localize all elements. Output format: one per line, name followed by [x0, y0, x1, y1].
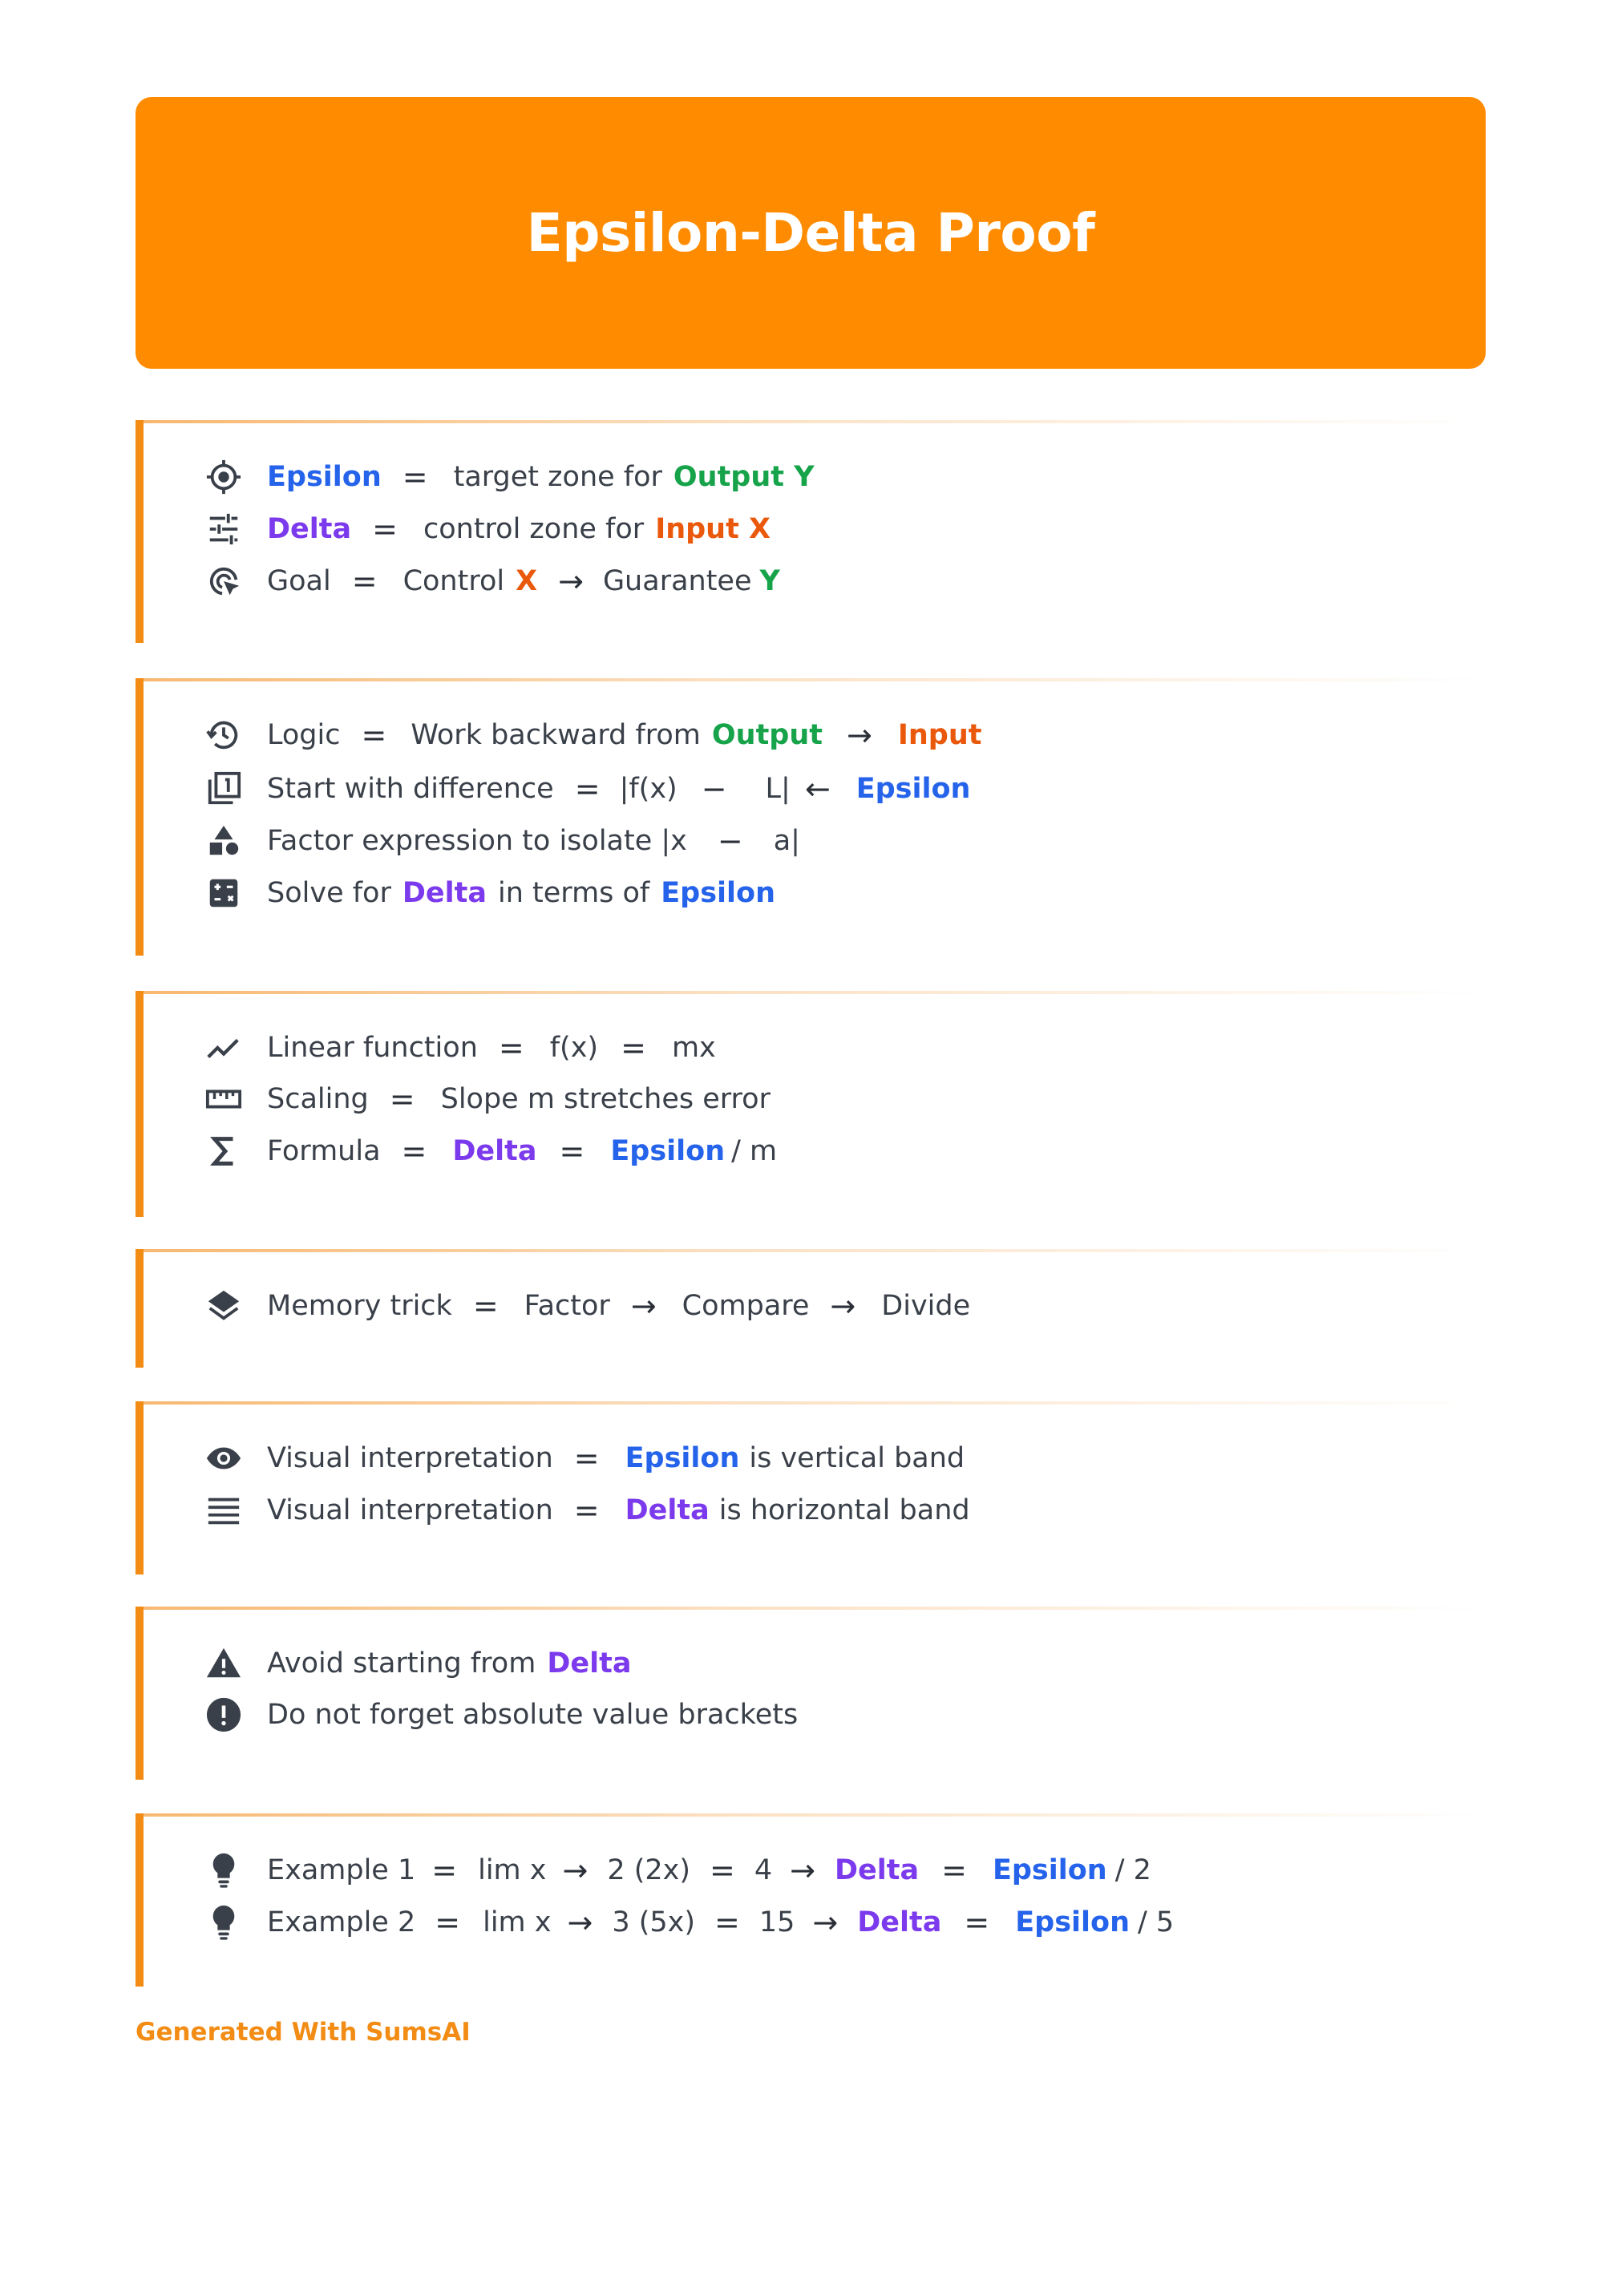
- lim-text: lim x: [483, 1906, 552, 1938]
- epsilon-label: Epsilon: [1015, 1906, 1130, 1938]
- arrow-right: →: [847, 718, 872, 753]
- equals-sign: =: [710, 1853, 735, 1888]
- equals-sign: =: [941, 1853, 967, 1888]
- list-item: [144, 819, 1486, 863]
- list-item: [144, 1900, 1486, 1945]
- memory-card: [136, 1249, 1486, 1368]
- factor-step: Factor: [524, 1290, 610, 1322]
- divisor-text: / 5: [1138, 1906, 1175, 1938]
- limit-value: 4: [754, 1854, 773, 1886]
- equals-sign: =: [964, 1905, 990, 1940]
- linear-function-text: Linear function: [267, 1032, 478, 1064]
- definitions-card: [136, 420, 1486, 643]
- equals-sign: =: [401, 1134, 427, 1169]
- equals-sign: =: [573, 1493, 600, 1528]
- method-card: [136, 678, 1486, 956]
- arrow-left: ←: [804, 771, 831, 806]
- control-text: Control: [402, 565, 505, 597]
- delta-label: Delta: [547, 1647, 632, 1680]
- list-item: [144, 1077, 1486, 1122]
- a-text: a|: [773, 825, 800, 857]
- term-delta: Delta: [267, 513, 352, 545]
- title-banner: [136, 97, 1486, 369]
- history-icon: [204, 715, 244, 755]
- arrow-right: →: [567, 1905, 593, 1940]
- list-item: [144, 1025, 1486, 1070]
- guarantee-text: Guarantee: [602, 565, 752, 597]
- arrow-right: →: [812, 1905, 839, 1940]
- ruler-icon: [204, 1079, 244, 1119]
- list-item: [144, 1692, 1486, 1737]
- factor-text: Factor expression to isolate |x: [267, 825, 687, 857]
- equals-sign: =: [573, 1441, 600, 1476]
- minus-sign: −: [717, 823, 743, 859]
- example-label: Example 2: [267, 1906, 416, 1938]
- scaling-text: Scaling: [267, 1083, 369, 1115]
- tune-sliders-icon: [204, 509, 244, 549]
- avoid-text: Avoid starting from: [267, 1647, 536, 1680]
- list-item: [144, 713, 1486, 758]
- expression-text: 3 (5x): [612, 1906, 696, 1938]
- equals-sign: =: [574, 771, 601, 806]
- list-item: [144, 1848, 1486, 1893]
- equals-sign: =: [714, 1905, 740, 1940]
- vertical-band-text: is vertical band: [749, 1442, 965, 1474]
- y-label: Y: [759, 565, 780, 597]
- list-item: [144, 871, 1486, 916]
- lines-icon: [204, 1490, 244, 1530]
- sigma-icon: [204, 1131, 244, 1171]
- list-item: [144, 1129, 1486, 1174]
- linear-card: [136, 991, 1486, 1217]
- arrow-right: →: [558, 564, 584, 599]
- warnings-card: [136, 1607, 1486, 1780]
- epsilon-label: Epsilon: [661, 877, 776, 909]
- visual-text: Visual interpretation: [267, 1494, 553, 1526]
- error-icon: [204, 1695, 244, 1735]
- in-terms-text: in terms of: [498, 877, 650, 909]
- list-item: [144, 507, 1486, 552]
- x-label: X: [516, 565, 538, 597]
- output-label: Output: [711, 719, 823, 751]
- input-label: Input: [897, 719, 982, 751]
- list-item: [144, 1641, 1486, 1686]
- calculator-icon: [204, 873, 244, 913]
- mx-text: mx: [671, 1032, 716, 1064]
- term-epsilon: Epsilon: [267, 461, 382, 493]
- fx-text: |f(x): [619, 773, 678, 805]
- list-item: [144, 559, 1486, 604]
- equals-sign: =: [621, 1030, 646, 1065]
- input-x-label: Input X: [655, 513, 771, 545]
- limit-value: 15: [758, 1906, 795, 1938]
- footer-credit: Generated With SumsAI: [136, 2018, 471, 2047]
- definition-text: target zone for: [453, 461, 662, 493]
- divisor-text: / 2: [1114, 1854, 1151, 1886]
- epsilon-label: Epsilon: [610, 1135, 726, 1167]
- delta-label: Delta: [834, 1854, 920, 1886]
- equals-sign: =: [559, 1134, 585, 1169]
- shapes-icon: [204, 821, 244, 861]
- delta-label: Delta: [402, 877, 487, 909]
- list-item: [144, 1488, 1486, 1533]
- warning-icon: [204, 1643, 244, 1684]
- equals-sign: =: [372, 511, 398, 547]
- examples-card: [136, 1813, 1486, 1987]
- arrow-right: →: [630, 1288, 657, 1324]
- equals-sign: =: [498, 1030, 524, 1065]
- difference-text: Start with difference: [267, 773, 554, 805]
- list-item: [144, 1283, 1486, 1328]
- brackets-text: Do not forget absolute value brackets: [267, 1699, 799, 1731]
- delta-label: Delta: [857, 1906, 942, 1938]
- delta-label: Delta: [625, 1494, 710, 1526]
- page-title: Epsilon-Delta Proof: [526, 202, 1095, 264]
- expression-text: 2 (2x): [607, 1854, 691, 1886]
- list-item: [144, 766, 1486, 811]
- lim-text: lim x: [478, 1854, 547, 1886]
- term-logic: Logic: [267, 719, 341, 751]
- equals-sign: =: [402, 459, 428, 495]
- epsilon-label: Epsilon: [855, 773, 971, 805]
- divide-m-text: / m: [731, 1135, 778, 1167]
- visual-card: [136, 1401, 1486, 1574]
- output-y-label: Output Y: [673, 461, 815, 493]
- example-label: Example 1: [267, 1854, 416, 1886]
- filter-one-icon: [204, 769, 244, 809]
- eye-icon: [204, 1438, 244, 1478]
- equals-sign: =: [431, 1853, 458, 1888]
- epsilon-label: Epsilon: [992, 1854, 1107, 1886]
- equals-sign: =: [361, 718, 387, 753]
- solve-text: Solve for: [267, 877, 391, 909]
- list-item: [144, 1436, 1486, 1481]
- epsilon-label: Epsilon: [625, 1442, 740, 1474]
- term-goal: Goal: [267, 565, 331, 597]
- slope-text: Slope m stretches error: [440, 1083, 771, 1115]
- memory-trick-text: Memory trick: [267, 1290, 452, 1322]
- equals-sign: =: [435, 1905, 461, 1940]
- lightbulb-icon: [204, 1902, 244, 1942]
- minus-sign: −: [701, 771, 727, 806]
- divide-step: Divide: [881, 1290, 971, 1322]
- layers-icon: [204, 1286, 244, 1326]
- list-item: [144, 455, 1486, 499]
- target-icon: [204, 457, 244, 497]
- formula-text: Formula: [267, 1135, 381, 1167]
- fx-text: f(x): [549, 1032, 599, 1064]
- arrow-right: →: [790, 1853, 815, 1888]
- delta-label: Delta: [452, 1135, 537, 1167]
- visual-text: Visual interpretation: [267, 1442, 553, 1474]
- trending-line-icon: [204, 1028, 244, 1068]
- lightbulb-icon: [204, 1850, 244, 1890]
- l-text: L|: [765, 773, 791, 805]
- definition-text: control zone for: [423, 513, 645, 545]
- logic-text: Work backward from: [411, 719, 701, 751]
- cursor-target-icon: [204, 561, 244, 601]
- arrow-right: →: [562, 1853, 589, 1888]
- compare-step: Compare: [682, 1290, 810, 1322]
- equals-sign: =: [351, 564, 378, 599]
- horizontal-band-text: is horizontal band: [718, 1494, 970, 1526]
- arrow-right: →: [830, 1288, 856, 1324]
- equals-sign: =: [472, 1288, 499, 1324]
- equals-sign: =: [389, 1081, 415, 1117]
